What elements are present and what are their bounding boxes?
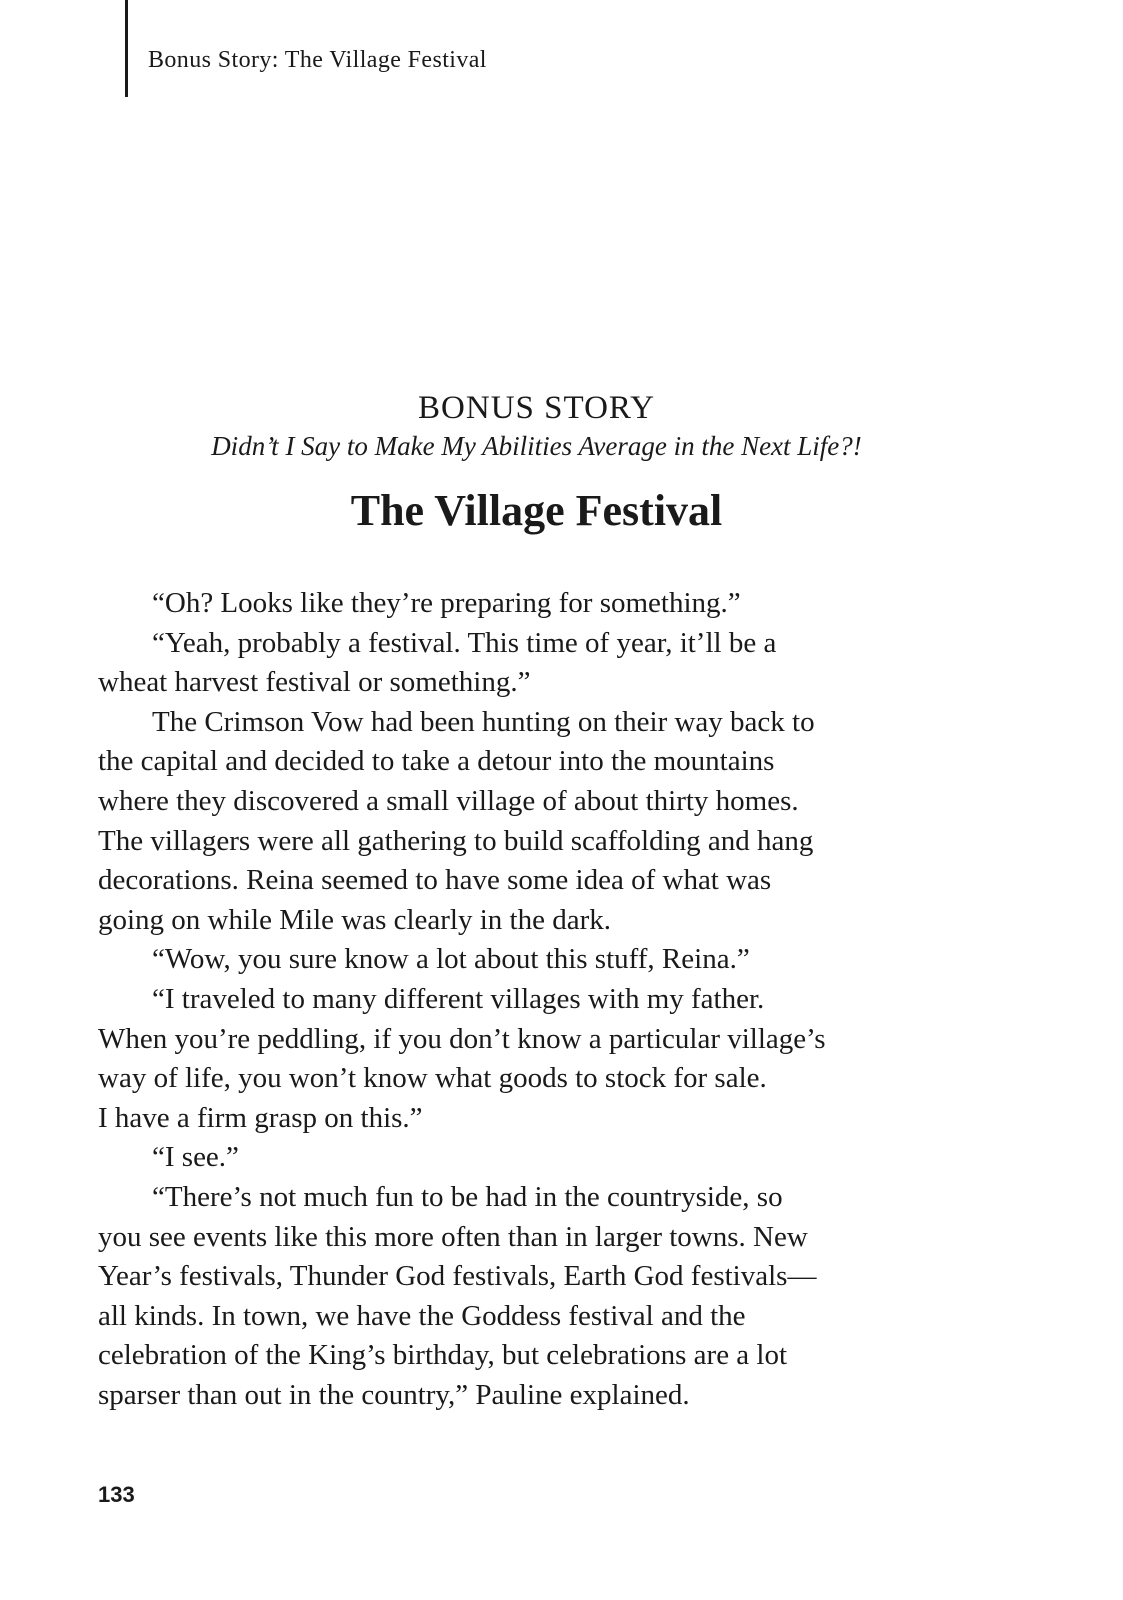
running-head-rule — [125, 0, 128, 97]
text-line: the capital and decided to take a detour into the mountains — [98, 745, 775, 778]
text-line: way of life, you won’t know what goods to stock for sale. — [98, 1062, 767, 1095]
text-line: you see events like this more often than in larger towns. New — [98, 1220, 808, 1253]
text-line: all kinds. In town, we have the Goddess festival and the — [98, 1299, 746, 1332]
chapter-kicker: BONUS STORY — [418, 390, 655, 426]
text-line: The villagers were all gathering to build scaffolding and hang — [98, 824, 814, 857]
body-text — [98, 584, 978, 1415]
text-line: I have a firm grasp on this.” — [98, 1101, 423, 1134]
running-head: Bonus Story: The Village Festival — [148, 47, 487, 73]
text-line: The Crimson Vow had been hunting on their way back to — [152, 705, 815, 738]
text-line: Year’s festivals, Thunder God festivals, Earth God festivals— — [98, 1260, 817, 1293]
text-line: going on while Mile was clearly in the dark. — [98, 903, 612, 936]
text-line: “Yeah, probably a festival. This time of year, it’ll be a — [152, 626, 777, 659]
text-line: wheat harvest festival or something.” — [98, 666, 531, 699]
text-line: When you’re peddling, if you don’t know a particular village’s — [98, 1022, 826, 1055]
chapter-heading — [0, 388, 1073, 538]
text-line: decorations. Reina seemed to have some idea of what was — [98, 864, 772, 897]
text-line: sparser than out in the country,” Pauline explained. — [98, 1378, 690, 1411]
chapter-title: The Village Festival — [350, 486, 723, 535]
text-line: “I see.” — [152, 1141, 239, 1174]
text-line: “I traveled to many different villages with my father. — [152, 982, 765, 1015]
text-line: celebration of the King’s birthday, but celebrations are a lot — [98, 1339, 788, 1372]
series-subtitle: Didn’t I Say to Make My Abilities Average in the Next Life?! — [211, 431, 862, 461]
page-number: 133 — [98, 1482, 135, 1507]
text-line: “There’s not much fun to be had in the countryside, so — [152, 1180, 783, 1213]
text-line: “Wow, you sure know a lot about this stuff, Reina.” — [152, 943, 750, 976]
text-line: “Oh? Looks like they’re preparing for something.” — [152, 587, 741, 619]
text-line: where they discovered a small village of about thirty homes. — [98, 784, 799, 817]
